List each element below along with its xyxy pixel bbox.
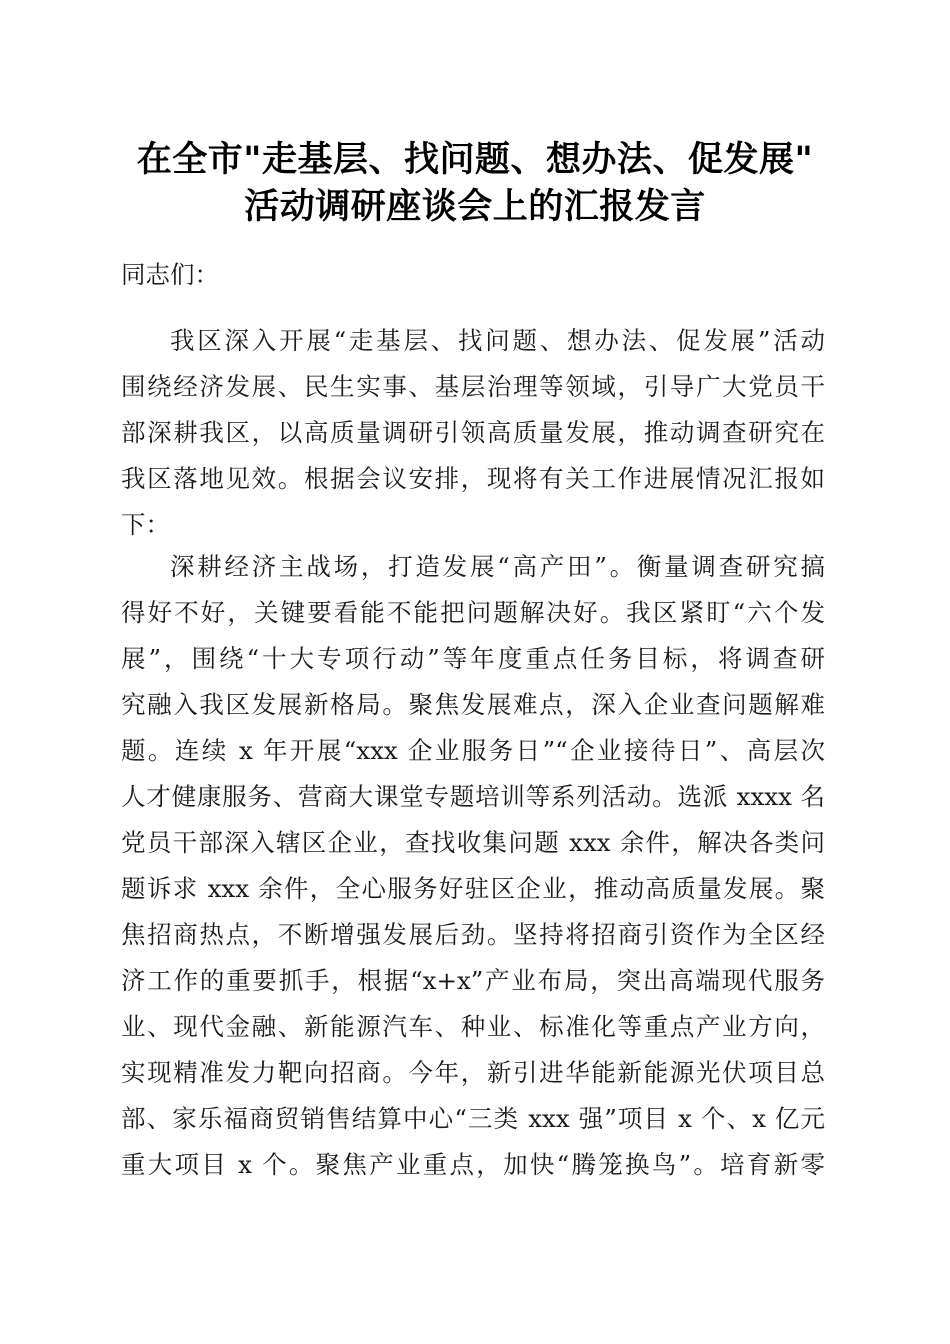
paragraph-2-line: 部、家乐福商贸销售结算中心“三类 xxx 强”项目 x 个、x 亿元 xyxy=(121,1104,825,1133)
document-title-line-2: 活动调研座谈会上的汇报发言 xyxy=(244,186,706,227)
paragraph-1-line: 围绕经济发展、民生实事、基层治理等领域，引导广大党员干 xyxy=(121,372,825,401)
paragraph-2-line: 题诉求 xxx 余件，全心服务好驻区企业，推动高质量发展。聚 xyxy=(121,874,825,903)
paragraph-2-line: 人才健康服务、营商大课堂专题培训等系列活动。选派 xxxx 名 xyxy=(121,782,825,811)
paragraph-2-line: 题。连续 x 年开展“xxx 企业服务日”“企业接待日”、高层次 xyxy=(121,736,825,765)
paragraph-2-line: 深耕经济主战场，打造发展“高产田”。衡量调查研究搞 xyxy=(170,552,825,581)
paragraph-1-line: 我区落地见效。根据会议安排，现将有关工作进展情况汇报如 xyxy=(121,464,825,493)
paragraph-2-line: 得好不好，关键要看能不能把问题解决好。我区紧盯“六个发 xyxy=(121,598,825,627)
paragraph-1-line: 我区深入开展“走基层、找问题、想办法、促发展”活动 xyxy=(170,326,825,355)
salutation: 同志们： xyxy=(121,260,219,289)
paragraph-2-line: 党员干部深入辖区企业，查找收集问题 xxx 余件，解决各类问 xyxy=(121,828,825,857)
paragraph-2-line: 实现精准发力靶向招商。今年，新引进华能新能源光伏项目总 xyxy=(121,1058,825,1087)
paragraph-1-line: 部深耕我区，以高质量调研引领高质量发展，推动调查研究在 xyxy=(121,418,825,447)
paragraph-2-line: 业、现代金融、新能源汽车、种业、标准化等重点产业方向， xyxy=(121,1012,825,1041)
paragraph-2-line: 重大项目 x 个。聚焦产业重点，加快“腾笼换鸟”。培育新零 xyxy=(121,1150,825,1179)
paragraph-2-line: 究融入我区发展新格局。聚焦发展难点，深入企业查问题解难 xyxy=(121,690,825,719)
paragraph-2-line: 展”，围绕“十大专项行动”等年度重点任务目标，将调查研 xyxy=(121,644,825,673)
document-title-line-1: 在全市"走基层、找问题、想办法、促发展" xyxy=(136,139,814,180)
paragraph-1-line: 下： xyxy=(121,510,170,539)
paragraph-2-line: 济工作的重要抓手，根据“x+x”产业布局，突出高端现代服务 xyxy=(121,966,825,995)
paragraph-2-line: 焦招商热点，不断增强发展后劲。坚持将招商引资作为全区经 xyxy=(121,920,825,949)
